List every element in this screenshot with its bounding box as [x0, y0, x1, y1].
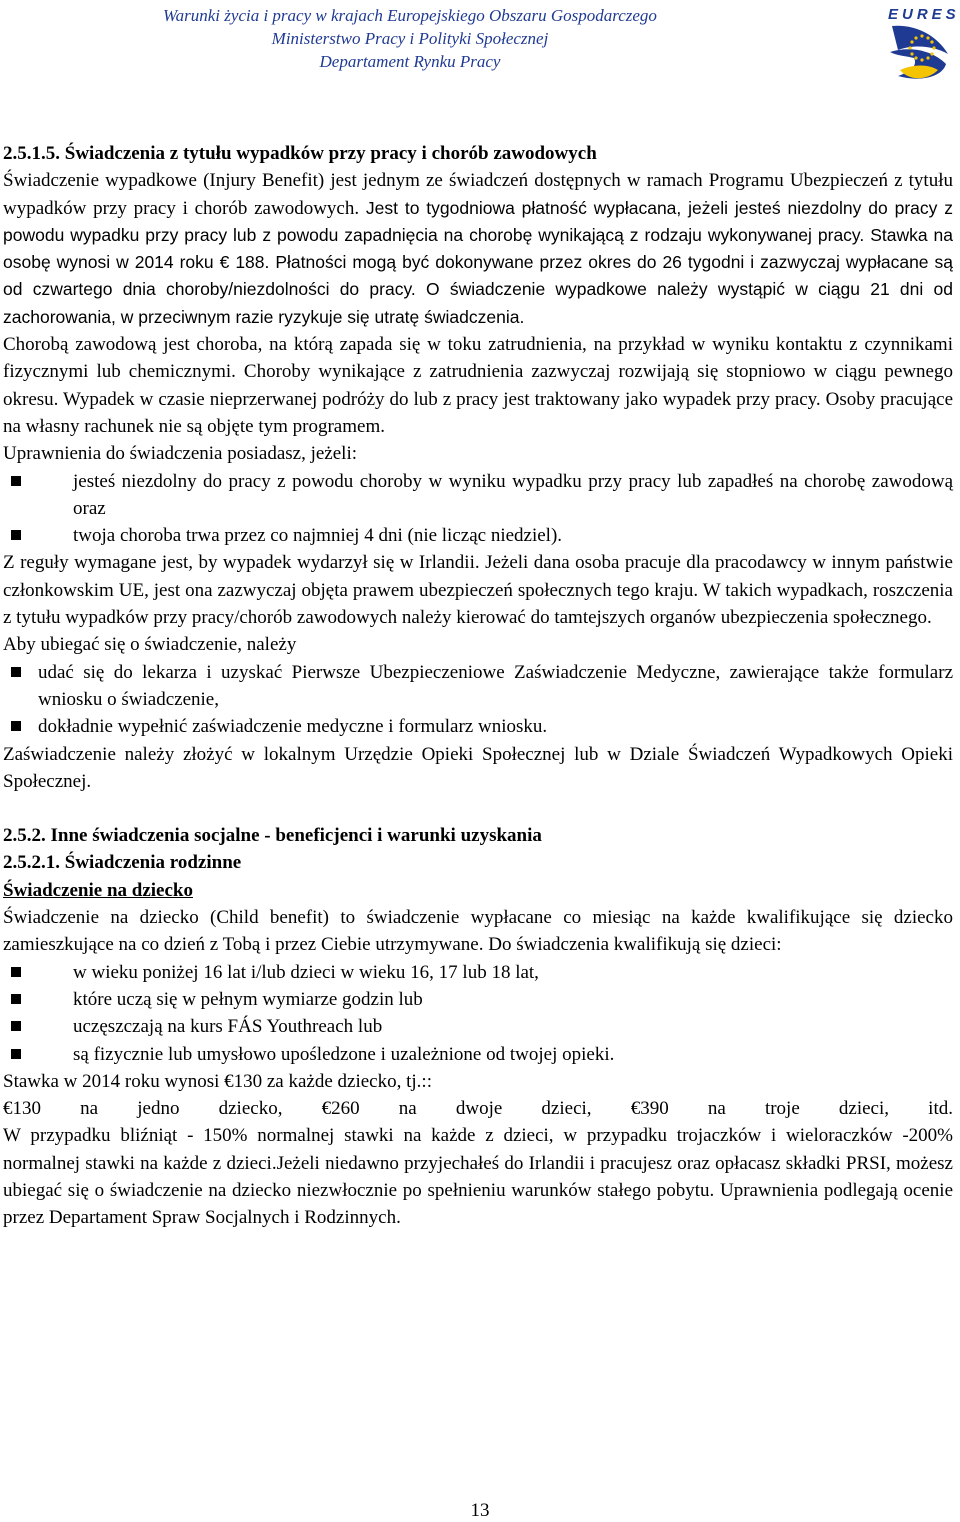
paragraph-entitlement-intro: Uprawnienia do świadczenia posiadasz, jeżeli: — [3, 443, 357, 465]
page-header — [0, 4, 960, 74]
paragraph-rates: €130 na jedno dziecko, €260 na dwoje dzieci, €390 na troje dzieci, itd. — [3, 1098, 953, 1120]
list-item — [3, 713, 953, 740]
paragraph-injury-benefit-intro: Świadczenie wypadkowe (Injury Benefit) jest jednym ze świadczeń dostępnych w ramach Programu Ubezpieczeń z tytułu wypadków przy pracy i chorób zawodowych. — [3, 170, 953, 219]
header-ministry: Ministerstwo Pracy i Polityki Społecznej — [271, 29, 549, 48]
list-item-text: twoja choroba trwa przez co najmniej 4 dni (nie licząc niedziel). — [73, 525, 563, 547]
bullet-icon — [11, 1049, 21, 1059]
bullet-icon — [11, 994, 21, 1004]
paragraph-how-to-apply: Aby ubiegać się o świadczenie, należy — [3, 634, 297, 656]
paragraph-ireland-rule: Z reguły wymagane jest, by wypadek wydarzył się w Irlandii. Jeżeli dana osoba pracuje dla pracodawcy w innym państwie członkowskim UE, jest ona zazwyczaj objęta prawem ubezpieczeń społecznych tego kraju. W takich wypadkach, roszczenia z tytułu wypadków przy pracy/chorób zawodowych należy kierować do tamtejszych organów ubezpieczenia społecznego. — [3, 552, 953, 629]
list-item — [3, 659, 953, 714]
eures-logo-text: EURES — [888, 6, 960, 23]
section-heading-2-5-1-5: 2.5.1.5. Świadczenia z tytułu wypadków przy pracy i chorób zawodowych — [3, 143, 597, 164]
section-heading-2-5-2: 2.5.2. Inne świadczenia socjalne - beneficjenci i warunki uzyskania — [3, 825, 542, 847]
bullet-icon — [11, 967, 21, 977]
bullet-icon — [11, 1021, 21, 1031]
paragraph-child-benefit: Świadczenie na dziecko (Child benefit) to świadczenie wypłacane co miesiąc na każde kwalifikujące się dziecko zamieszkujące na co dzień z Tobą i przez Ciebie utrzymywane. Do świadczenia kwalifikują się dzieci: — [3, 907, 953, 956]
section-heading-2-5-2-1: 2.5.2.1. Świadczenia rodzinne — [3, 852, 242, 874]
list-item-text: są fizycznie lub umysłowo upośledzone i uzależnione od twojej opieki. — [73, 1043, 615, 1065]
page-number: 13 — [470, 1500, 490, 1521]
apply-steps-list — [3, 659, 953, 741]
list-item — [3, 959, 953, 986]
child-eligibility-list — [3, 959, 953, 1068]
paragraph-injury-benefit-details: Jest to tygodniowa płatność wypłacana, jeżeli jesteś niezdolny do pracy z powodu wypadku przy pracy lub z powodu zapadnięcia na chorobę wynikającą z rodzaju wykonywanej pracy. Stawka na osobę wynosi w 2014 roku € 188. Płatności mogą być dokonywane przez okres do 26 tygodni i zazwyczaj wypłacane są od czwartego dnia choroby/niezdolności do pracy. O świadczenie wypadkowe należy wystąpić w ciągu 21 dni od zachorowania, w przeciwnym razie ryzykuje się utratę świadczenia. — [3, 197, 953, 327]
list-item-text: udać się do lekarza i uzyskać Pierwsze Ubezpieczeniowe Zaświadczenie Medyczne, zawierające także formularz wniosku o świadczenie, — [38, 661, 953, 710]
paragraph-submit-certificate: Zaświadczenie należy złożyć w lokalnym Urzędzie Opieki Społecznej lub w Dziale Świadczeń Wypadkowych Opieki Społecznej. — [3, 743, 953, 792]
bullet-icon — [11, 667, 21, 677]
bullet-icon — [11, 530, 21, 540]
list-item — [3, 468, 953, 523]
header-title: Warunki życia i pracy w krajach Europejskiego Obszaru Gospodarczego — [163, 6, 657, 25]
paragraph-rate-2014: Stawka w 2014 roku wynosi €130 za każde dziecko, tj.:: — [3, 1070, 432, 1092]
section-heading-child-benefit: Świadczenie na dziecko — [3, 879, 193, 901]
list-item-text: dokładnie wypełnić zaświadczenie medyczne i formularz wniosku. — [38, 716, 548, 738]
list-item — [3, 522, 953, 549]
list-item-text: w wieku poniżej 16 lat i/lub dzieci w wieku 16, 17 lub 18 lat, — [73, 961, 539, 983]
bullet-icon — [11, 721, 21, 731]
list-item — [3, 1013, 953, 1040]
paragraph-twins-and-residency: W przypadku bliźniąt - 150% normalnej stawki na każde z dzieci, w przypadku trojaczków i wieloraczków -200% normalnej stawki na każde z dzieci.Jeżeli niedawno przyjechałeś do Irlandii i pracujesz oraz opłacasz składki PRSI, możesz ubiegać się o świadczenie na dziecko niezwłocznie po spełnieniu warunków stałego pobytu. Uprawnienia podlegają ocenie przez Departament Spraw Socjalnych i Rodzinnych. — [3, 1125, 953, 1229]
list-item-text: jesteś niezdolny do pracy z powodu choroby w wyniku wypadku przy pracy lub zapadłeś na chorobę zawodową oraz — [73, 470, 953, 519]
paragraph-occupational-disease: Chorobą zawodową jest choroba, na którą zapada się w toku zatrudnienia, na przykład w wyniku kontaktu z czynnikami fizycznymi lub chemicznymi. Choroby wynikające z zatrudnienia zazwyczaj rozwijają się stopniowo w ciągu pewnego okresu. Wypadek w czasie nieprzerwanej podróży do lub z pracy jest traktowany jako wypadek przy pracy. Osoby pracujące na własny rachunek nie są objęte tym programem. — [3, 334, 953, 437]
paragraph-injury-benefit — [3, 167, 953, 331]
document-body — [3, 140, 953, 1232]
entitlement-list — [3, 468, 953, 550]
list-item-text: uczęszczają na kurs FÁS Youthreach lub — [73, 1016, 383, 1038]
bullet-icon — [11, 476, 21, 486]
header-department: Departament Rynku Pracy — [319, 52, 501, 71]
list-item — [3, 986, 953, 1013]
list-item — [3, 1041, 953, 1068]
list-item-text: które uczą się w pełnym wymiarze godzin lub — [73, 988, 423, 1010]
eures-logo — [884, 6, 960, 84]
